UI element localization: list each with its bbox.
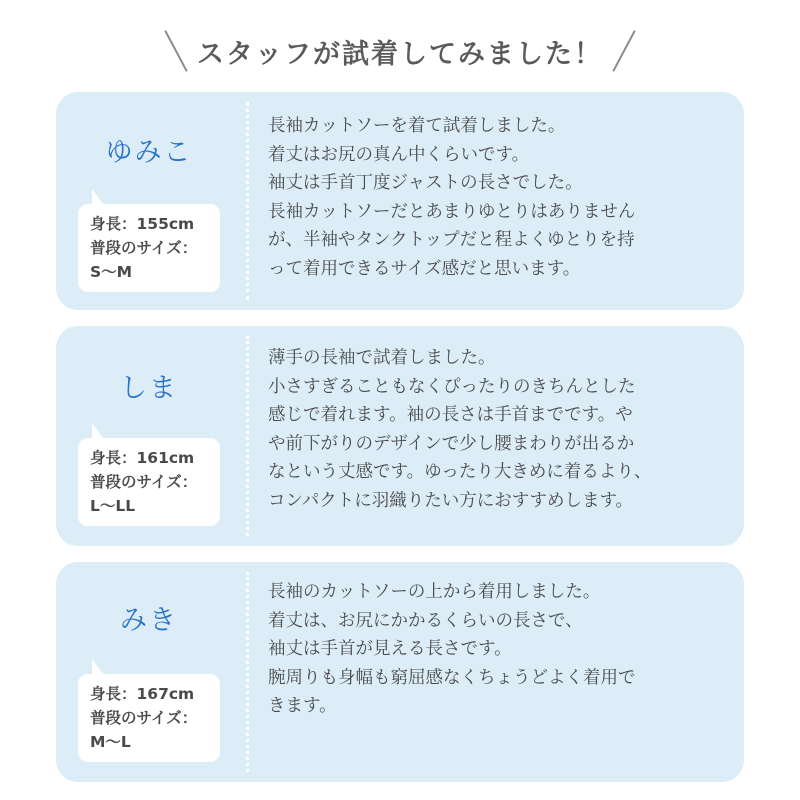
review-text — [268, 344, 726, 515]
size-info-bubble — [78, 674, 220, 762]
review-line: 長袖カットソーだとあまりゆとりはありません — [268, 201, 636, 222]
review-line: って着用できるサイズ感だと思います。 — [268, 258, 581, 279]
review-line: 袖丈は手首が見える長さです。 — [268, 639, 512, 659]
review-line: 感じで着れます。袖の長さは手首までです。や — [268, 405, 633, 425]
review-line: 腕周りも身幅も窮屈感なくちょうどよく着用で — [268, 667, 636, 688]
review-line: なという丈感です。ゆったり大きめに着るより、 — [268, 462, 652, 482]
dotted-divider — [246, 572, 249, 772]
usual-size-value: S〜M — [90, 263, 133, 281]
usual-size-label: 普段のサイズ： — [90, 239, 198, 257]
staff-card-shima — [56, 326, 744, 546]
usual-size-value: L〜LL — [90, 497, 136, 515]
height-label: 身長：161cm — [90, 449, 195, 467]
review-line: きます。 — [268, 696, 337, 716]
staff-name: しま — [120, 373, 178, 404]
dotted-divider — [246, 102, 249, 300]
review-line: コンパクトに羽織りたい方におすすめします。 — [268, 490, 634, 511]
review-text — [268, 112, 726, 283]
review-line: 長袖カットソーを着て試着しました。 — [268, 116, 566, 136]
usual-size-label: 普段のサイズ： — [90, 709, 198, 727]
review-line: 着丈は、お尻にかかるくらいの長さで、 — [268, 610, 583, 631]
dotted-divider — [246, 336, 249, 536]
page-title: スタッフが試着してみました！ — [197, 38, 603, 70]
title-slash-right — [612, 30, 635, 72]
review-line: 着丈はお尻の真ん中くらいです。 — [268, 144, 530, 165]
review-line: 薄手の長袖で試着しました。 — [268, 348, 496, 368]
staff-profile — [56, 562, 242, 782]
usual-size-label: 普段のサイズ： — [90, 473, 198, 491]
size-info-bubble — [78, 204, 220, 292]
review-line: 小さすぎることもなくぴったりのきちんとした — [268, 376, 636, 397]
review-line: が、半袖やタンクトップだと程よくゆとりを持 — [268, 230, 635, 250]
staff-profile — [56, 326, 242, 546]
review-text — [268, 578, 726, 721]
review-line: 長袖のカットソーの上から着用しました。 — [268, 582, 601, 602]
staff-name: ゆみこ — [105, 137, 193, 168]
header — [0, 26, 800, 76]
review-line: や前下がりのデザインで少し腰まわりが出るか — [268, 433, 635, 454]
staff-name: みき — [120, 605, 178, 636]
title-slash-left — [164, 30, 187, 72]
staff-profile — [56, 92, 242, 310]
size-info-bubble — [78, 438, 220, 526]
staff-card-miki — [56, 562, 744, 782]
height-label: 身長：167cm — [90, 685, 195, 703]
review-line: 袖丈は手首丁度ジャストの長さでした。 — [268, 173, 583, 193]
staff-card-yumiko — [56, 92, 744, 310]
height-label: 身長：155cm — [90, 215, 195, 233]
usual-size-value: M〜L — [90, 733, 131, 751]
